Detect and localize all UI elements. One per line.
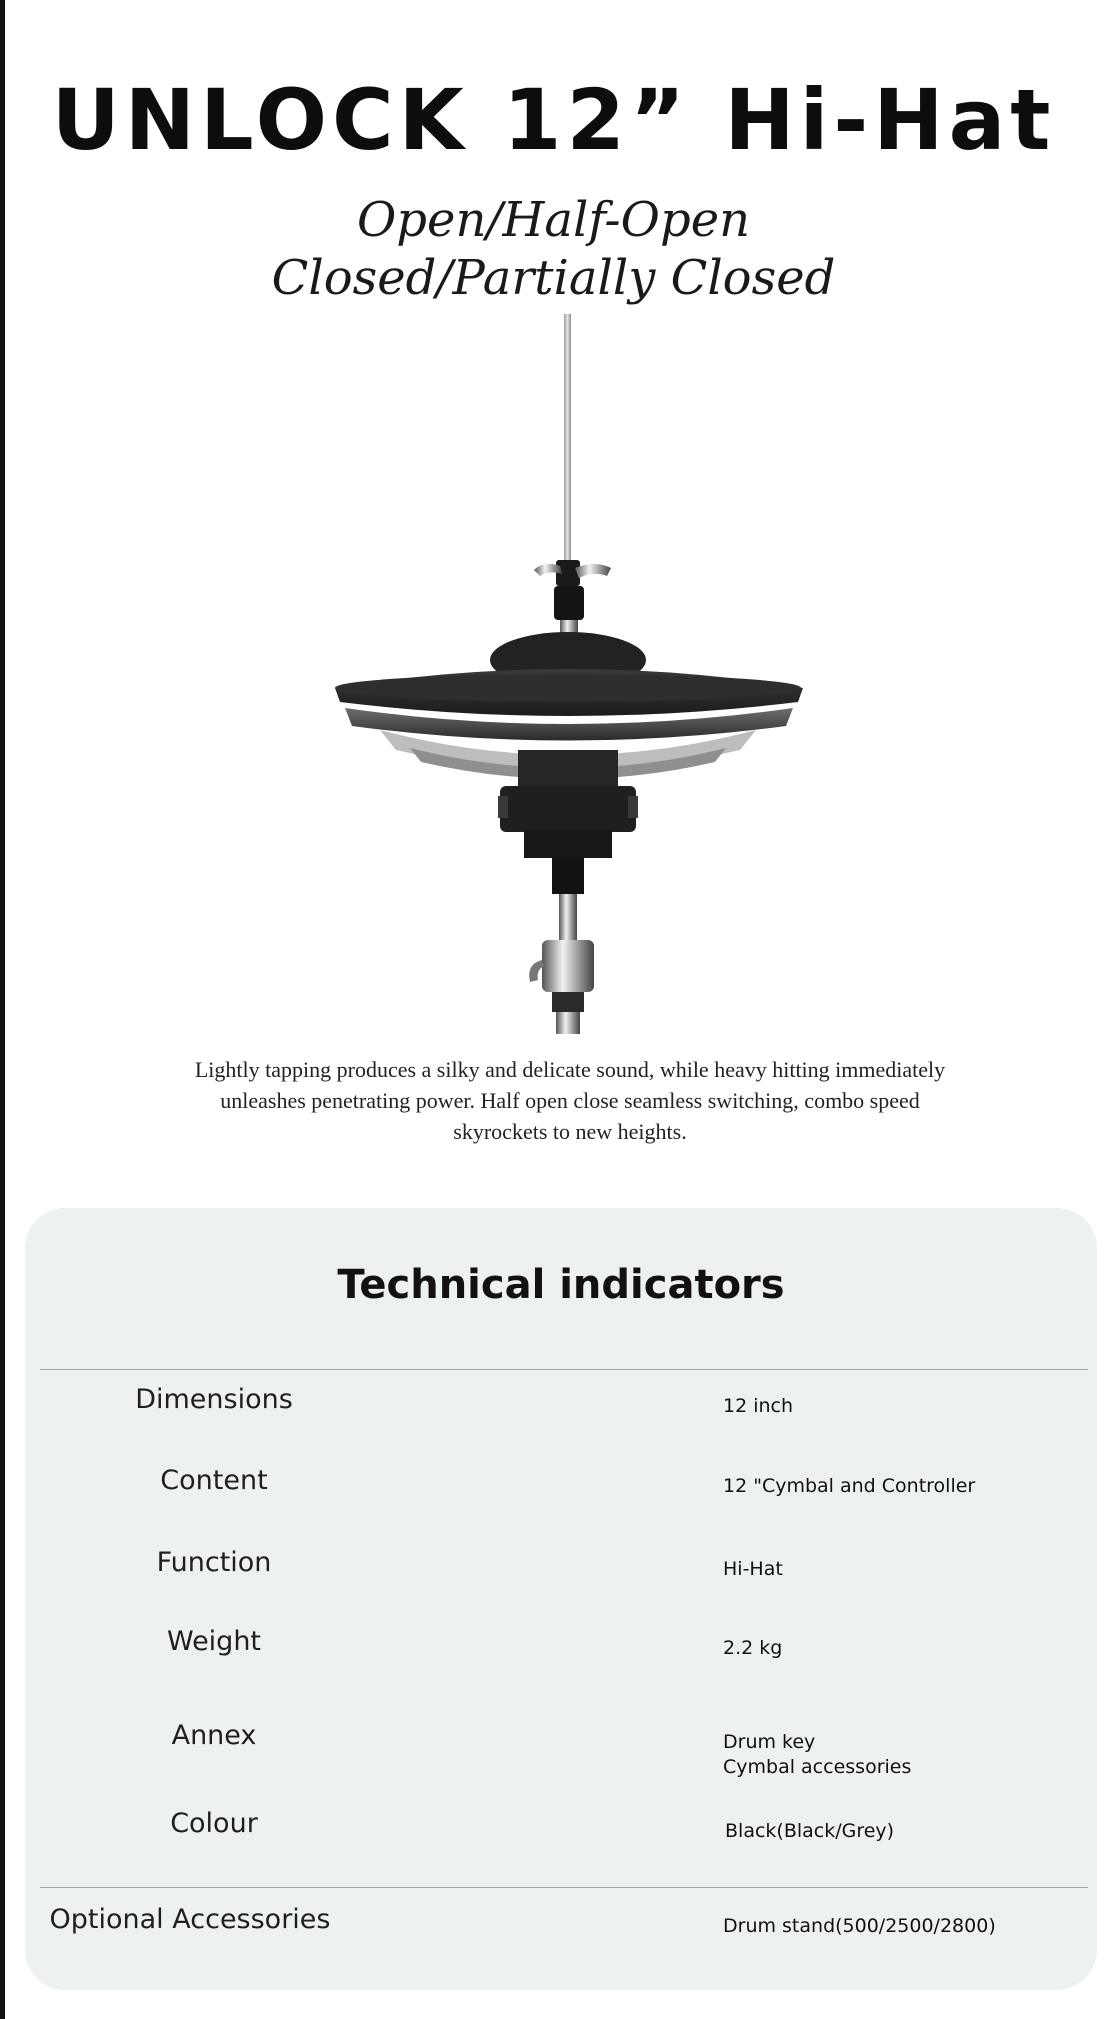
hero-title: UNLOCK 12” Hi-Hat <box>51 71 1056 169</box>
spec-value-annex-line1: Drum key <box>723 1731 816 1753</box>
hi-hat-product-image <box>320 310 820 1040</box>
spec-value-optional-accessories: Drum stand(500/2500/2800) <box>723 1915 996 1937</box>
hero-subtitle-line1: Open/Half-Open <box>356 192 751 248</box>
spec-value-annex <box>723 1730 1063 1780</box>
spec-label-optional-accessories: Optional Accessories <box>49 1904 331 1935</box>
spec-label-dimensions: Dimensions <box>135 1384 293 1415</box>
spec-value-function: Hi-Hat <box>723 1558 783 1580</box>
hero-subtitle-line2: Closed/Partially Closed <box>271 250 836 306</box>
spec-label-content: Content <box>160 1465 268 1496</box>
technical-indicators-card <box>25 1208 1097 1990</box>
spec-label-function: Function <box>156 1547 272 1578</box>
divider-top <box>40 1369 1088 1370</box>
specs-title: Technical indicators <box>337 1262 785 1308</box>
spec-value-content: 12 "Cymbal and Controller <box>723 1475 976 1497</box>
spec-value-dimensions: 12 inch <box>723 1395 794 1417</box>
spec-label-annex: Annex <box>171 1720 257 1751</box>
spec-label-weight: Weight <box>166 1626 262 1657</box>
left-edge-bar <box>0 0 5 2019</box>
product-description: Lightly tapping produces a silky and delicate sound, while heavy hitting immediately unleashes penetrating power. Half open close seamless switching, combo speed skyrockets to new heights. <box>194 1057 946 1144</box>
hi-hat-illustration <box>320 310 820 1040</box>
spec-value-annex-line2: Cymbal accessories <box>723 1756 912 1778</box>
spec-value-weight: 2.2 kg <box>723 1637 783 1659</box>
divider-bottom <box>40 1887 1088 1888</box>
spec-label-colour: Colour <box>170 1808 258 1839</box>
spec-value-colour: Black(Black/Grey) <box>725 1820 895 1842</box>
